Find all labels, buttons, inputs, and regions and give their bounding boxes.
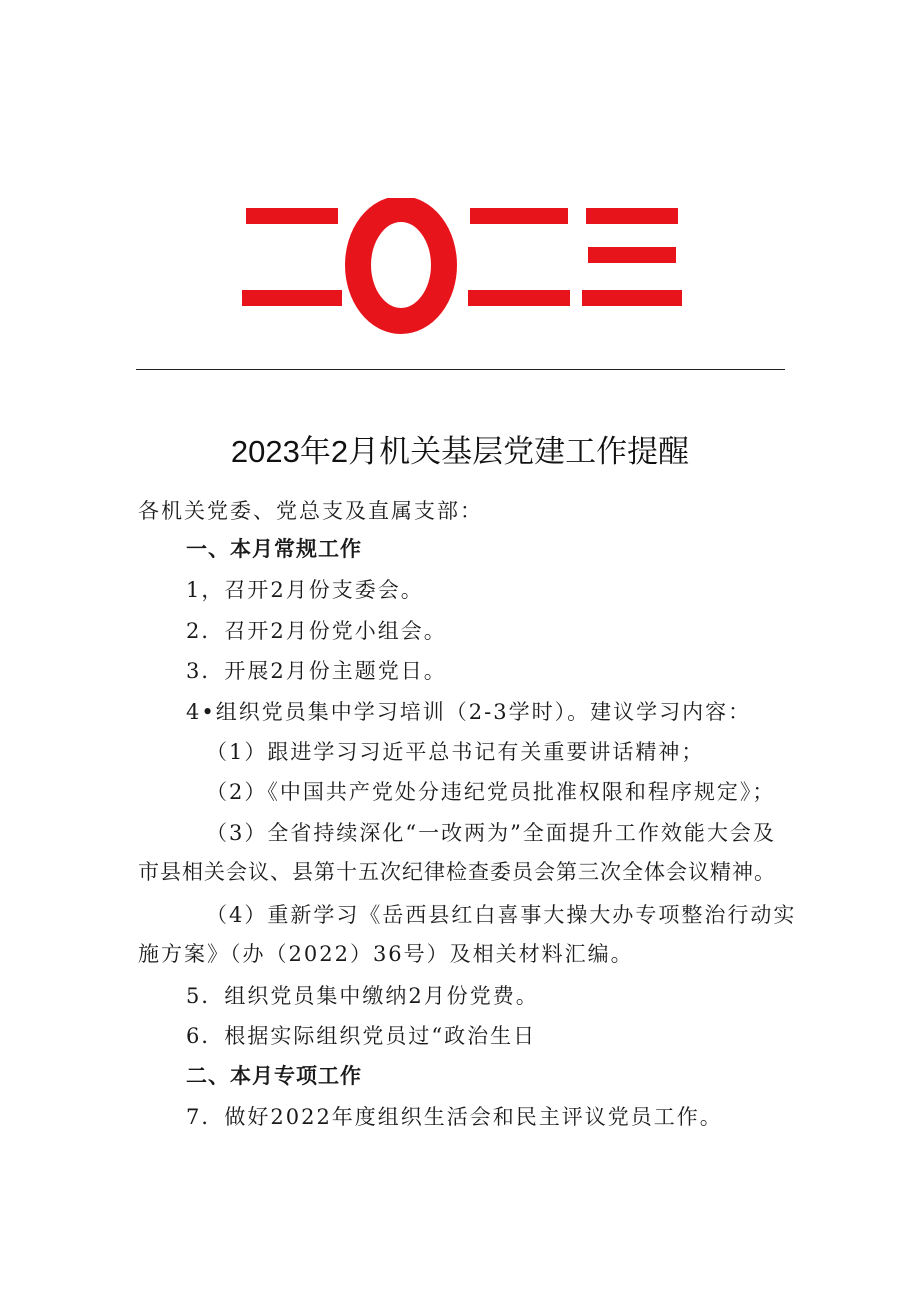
list-item-2: 2．召开2月份党小组会。 bbox=[186, 619, 447, 643]
list-item-4-sub-4-line-2: 施方案》（办（2022）36号）及相关材料汇编。 bbox=[138, 942, 634, 966]
salutation: 各机关党委、党总支及直属支部： bbox=[138, 499, 483, 523]
list-item-3: 3．开展2月份主题党日。 bbox=[186, 659, 447, 683]
list-item-4: 4•组织党员集中学习培训（2-3学时）。建议学习内容： bbox=[186, 700, 752, 724]
list-item-1: 1，召开2月份支委会。 bbox=[186, 578, 424, 602]
list-item-4-sub-1: （1）跟进学习习近平总书记有关重要讲话精神； bbox=[206, 740, 705, 764]
list-item-4-sub-3-line-2: 市县相关会议、县第十五次纪律检查委员会第三次全体会议精神。 bbox=[138, 860, 776, 884]
header-year-graphic bbox=[236, 198, 686, 338]
header-glyph-er-1 bbox=[242, 208, 342, 306]
header-glyph-er-2 bbox=[468, 208, 570, 306]
header-divider bbox=[136, 369, 785, 370]
list-item-4-sub-3-line-1: （3）全省持续深化“一改两为”全面提升工作效能大会及 bbox=[206, 821, 776, 845]
document-title: 2023年2月机关基层党建工作提醒 bbox=[230, 434, 690, 469]
list-item-4-sub-2: （2）《中国共产党处分违纪党员批准权限和程序规定》； bbox=[206, 780, 776, 804]
list-item-4-sub-4-line-1: （4）重新学习《岳西县红白喜事大操大办专项整治行动实 bbox=[206, 903, 797, 927]
section-heading-special: 二、本月专项工作 bbox=[186, 1064, 362, 1088]
header-glyph-san bbox=[582, 208, 682, 306]
list-item-6: 6．根据实际组织党员过“政治生日 bbox=[186, 1024, 537, 1048]
list-item-7: 7．做好2022年度组织生活会和民主评议党员工作。 bbox=[186, 1105, 723, 1129]
header-glyph-ling bbox=[358, 209, 444, 321]
section-heading-routine: 一、本月常规工作 bbox=[186, 537, 362, 561]
list-item-5: 5．组织党员集中缴纳2月份党费。 bbox=[186, 984, 539, 1008]
